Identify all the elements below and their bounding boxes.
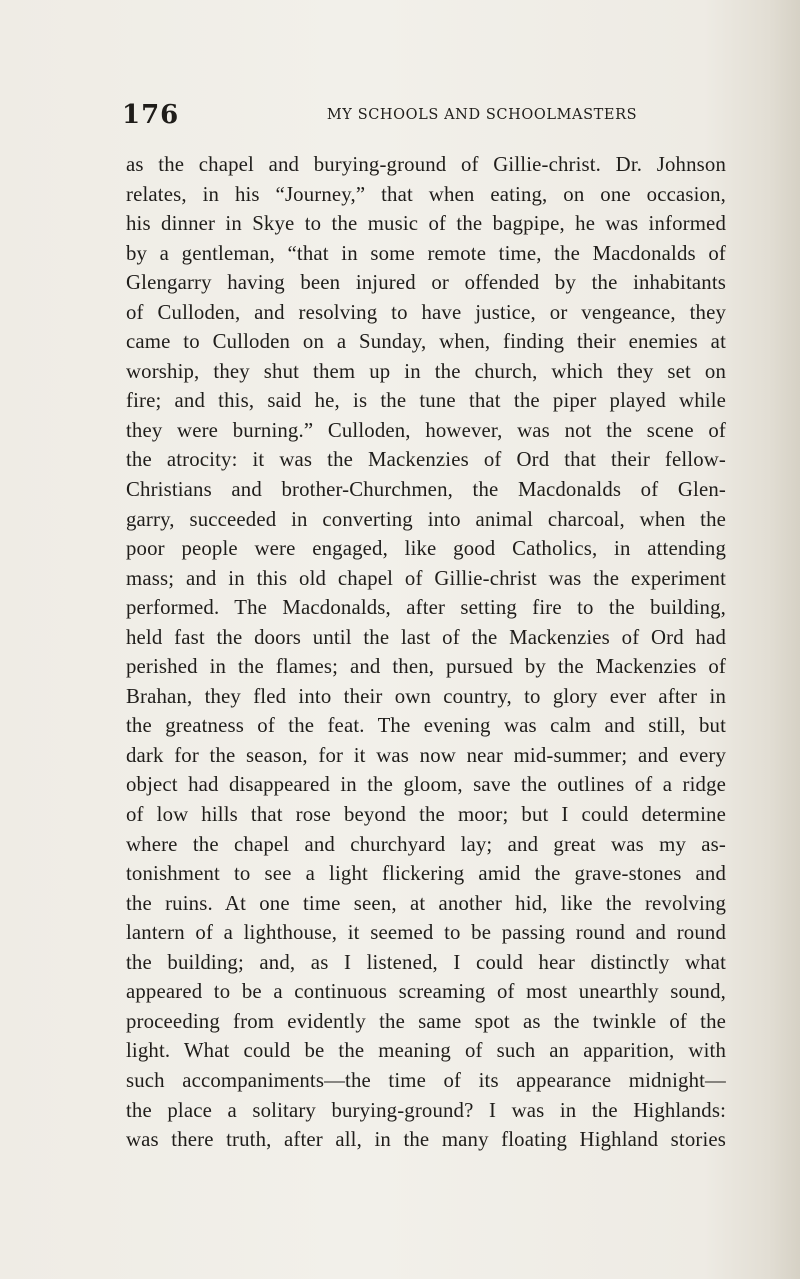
- text-line: garry, succeeded in converting into animal charcoal, when the: [126, 507, 726, 531]
- text-line: by a gentleman, “that in some remote time, the Macdonalds of: [126, 241, 726, 265]
- text-line: appeared to be a continuous screaming of most unearthly sound,: [126, 980, 726, 1004]
- text-line: held fast the doors until the last of the Mackenzies of Ord had: [126, 625, 726, 649]
- text-line: tonishment to see a light flickering amid the grave-stones and: [126, 862, 726, 886]
- text-line: where the chapel and churchyard lay; and great was my as-: [126, 832, 726, 856]
- text-line: relates, in his “Journey,” that when eating, on one occasion,: [126, 182, 726, 206]
- text-line: proceeding from evidently the same spot as the twinkle of the: [126, 1009, 726, 1033]
- text-line: they were burning.” Culloden, however, was not the scene of: [126, 418, 726, 442]
- text-line: the ruins. At one time seen, at another hid, like the revolving: [126, 891, 726, 915]
- text-line: as the chapel and burying-ground of Gillie-christ. Dr. Johnson: [126, 153, 726, 176]
- running-head: MY SCHOOLS AND SCHOOLMASTERS: [326, 107, 638, 123]
- text-line: Glengarry having been injured or offended by the inhabitants: [126, 271, 726, 295]
- text-line: was there truth, after all, in the many floating Highland stories: [126, 1128, 726, 1152]
- text-line: object had disappeared in the gloom, save the outlines of a ridge: [126, 773, 726, 797]
- text-line: the atrocity: it was the Mackenzies of Ord that their fellow-: [126, 448, 726, 472]
- text-line: lantern of a lighthouse, it seemed to be passing round and round: [126, 921, 726, 945]
- text-line: performed. The Macdonalds, after setting fire to the building,: [126, 596, 726, 620]
- text-line: the building; and, as I listened, I could hear distinctly what: [126, 950, 726, 974]
- page-header: [122, 101, 732, 129]
- text-line: his dinner in Skye to the music of the bagpipe, he was informed: [126, 212, 726, 236]
- text-line: Christians and brother-Churchmen, the Macdonalds of Glen-: [126, 478, 726, 502]
- text-line: of low hills that rose beyond the moor; but I could determine: [126, 803, 726, 827]
- text-line: of Culloden, and resolving to have justice, or vengeance, they: [126, 300, 726, 324]
- text-line: came to Culloden on a Sunday, when, finding their enemies at: [126, 330, 726, 354]
- text-line: such accompaniments—the time of its appearance midnight—: [126, 1068, 726, 1092]
- text-line: light. What could be the meaning of such an apparition, with: [126, 1039, 726, 1063]
- text-line: mass; and in this old chapel of Gillie-christ was the experiment: [126, 566, 726, 590]
- text-line: perished in the flames; and then, pursued by the Mackenzies of: [126, 655, 726, 679]
- text-line: poor people were engaged, like good Catholics, in attending: [126, 537, 726, 561]
- text-line: the place a solitary burying-ground? I was in the Highlands:: [126, 1098, 726, 1122]
- text-line: the greatness of the feat. The evening was calm and still, but: [126, 714, 726, 738]
- text-line: worship, they shut them up in the church, which they set on: [126, 359, 726, 383]
- text-line: dark for the season, for it was now near mid-summer; and every: [126, 743, 726, 767]
- text-line: Brahan, they fled into their own country, to glory ever after in: [126, 684, 726, 708]
- text-line: fire; and this, said he, is the tune that the piper played while: [126, 389, 726, 413]
- page-number: 176: [122, 100, 180, 130]
- body-text: [126, 150, 726, 1155]
